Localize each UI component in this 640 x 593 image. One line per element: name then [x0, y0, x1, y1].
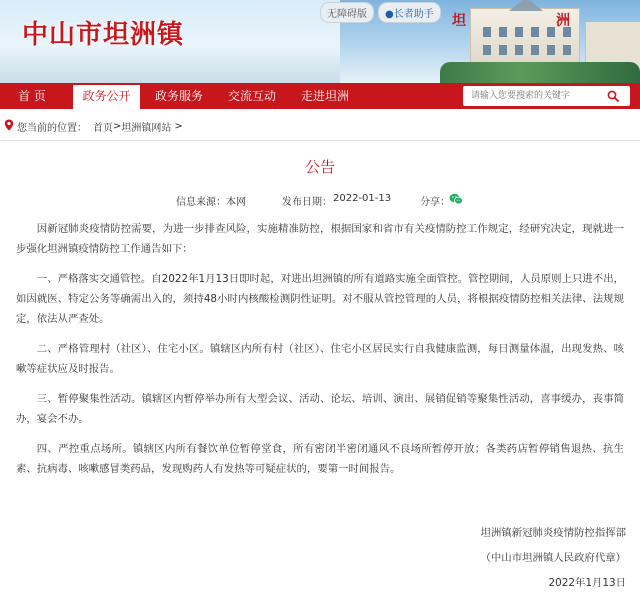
- site-title: 中山市坦洲镇: [22, 20, 185, 50]
- top-links: [320, 2, 441, 23]
- nav-item-home[interactable]: 首 页: [18, 89, 46, 103]
- breadcrumb-site-link[interactable]: 坦洲镇网站: [121, 122, 172, 134]
- article-paragraph: 二、严格管理村（社区）、住宅小区。镇辖区内所有村（社区）、住宅小区居民实行自我健康监测，每日测量体温，出现发热、咳嗽等症状应及时报告。: [16, 343, 624, 375]
- accessibility-link[interactable]: 无障碍版: [320, 2, 374, 23]
- breadcrumb-home-link[interactable]: 首页: [93, 122, 113, 134]
- article-paragraph: 因新冠肺炎疫情防控需要，为进一步排查风险，实施精准防控，根据国家和省市有关疫情防控工作规定，经研究决定，现就进一步强化坦洲镇疫情防控工作通告如下：: [16, 223, 624, 255]
- header-banner: [0, 0, 640, 83]
- breadcrumb-separator: >: [113, 120, 122, 132]
- search-icon[interactable]: [603, 86, 623, 106]
- elder-assistant-link[interactable]: [378, 2, 441, 23]
- nav-item-government-affairs[interactable]: 政务公开: [73, 83, 140, 109]
- search-input[interactable]: [463, 87, 603, 105]
- nav-item-government-services[interactable]: 政务服务: [154, 89, 203, 103]
- signature-on-behalf: （中山市坦洲镇人民政府代章）: [480, 552, 626, 564]
- location-pin-icon: [4, 119, 14, 134]
- date-value: 2022-01-13: [333, 193, 392, 204]
- article-paragraph: 四、严控重点场所。镇辖区内所有餐饮单位暂停堂食，所有密闭半密闭通风不良场所暂停开放；各类药店暂停销售退热、抗生素、抗病毒、咳嗽感冒类药品，发现购药人有发热等可疑症状的，要第一时间报告。: [16, 443, 624, 475]
- article-meta: [0, 193, 640, 209]
- source-value: 本网: [226, 197, 246, 208]
- article-paragraph: 一、严格落实交通管控。自2022年1月13日即时起，对进出坦洲镇的所有道路实施全面管控。管控期间，人员原则上只进不出，如因就医、特定公务等确需出入的，须持48小时内核酸检测阴性证明。对不服从管控管理的人员，将根据疫情防控相关法律、法规规定，依法从严查处。: [16, 273, 624, 325]
- nav-item-about-tanzhou[interactable]: 走进坦洲: [300, 89, 349, 103]
- signature-org: 坦洲镇新冠肺炎疫情防控指挥部: [480, 527, 626, 539]
- wechat-share-icon[interactable]: [449, 193, 463, 205]
- share-label: 分享：: [420, 197, 450, 208]
- source-label: 信息来源：: [176, 197, 226, 208]
- banner-char: 洲: [556, 13, 570, 29]
- article-paragraph: 三、暂停聚集性活动。镇辖区内暂停举办所有大型会议、活动、论坛、培训、演出、展销促销等聚集性活动，喜事缓办，丧事简办，宴会不办。: [16, 393, 624, 425]
- search-box: [463, 86, 630, 106]
- breadcrumb-separator: >: [174, 120, 183, 132]
- breadcrumb-label: 您当前的位置：: [17, 122, 87, 134]
- article-title: 公告: [304, 158, 335, 176]
- main-nav: [0, 83, 640, 109]
- article-body: [16, 219, 624, 489]
- date-label: 发布日期：: [282, 197, 332, 208]
- nav-item-interaction[interactable]: 交流互动: [227, 89, 276, 103]
- banner-char: 坦: [452, 13, 466, 29]
- signature-date: 2022年1月13日: [548, 577, 626, 589]
- divider: [0, 140, 640, 141]
- breadcrumb: [4, 118, 183, 134]
- banner-trees: [440, 62, 640, 83]
- person-icon: ●: [385, 9, 394, 20]
- elder-assistant-label: 长者助手: [393, 9, 434, 20]
